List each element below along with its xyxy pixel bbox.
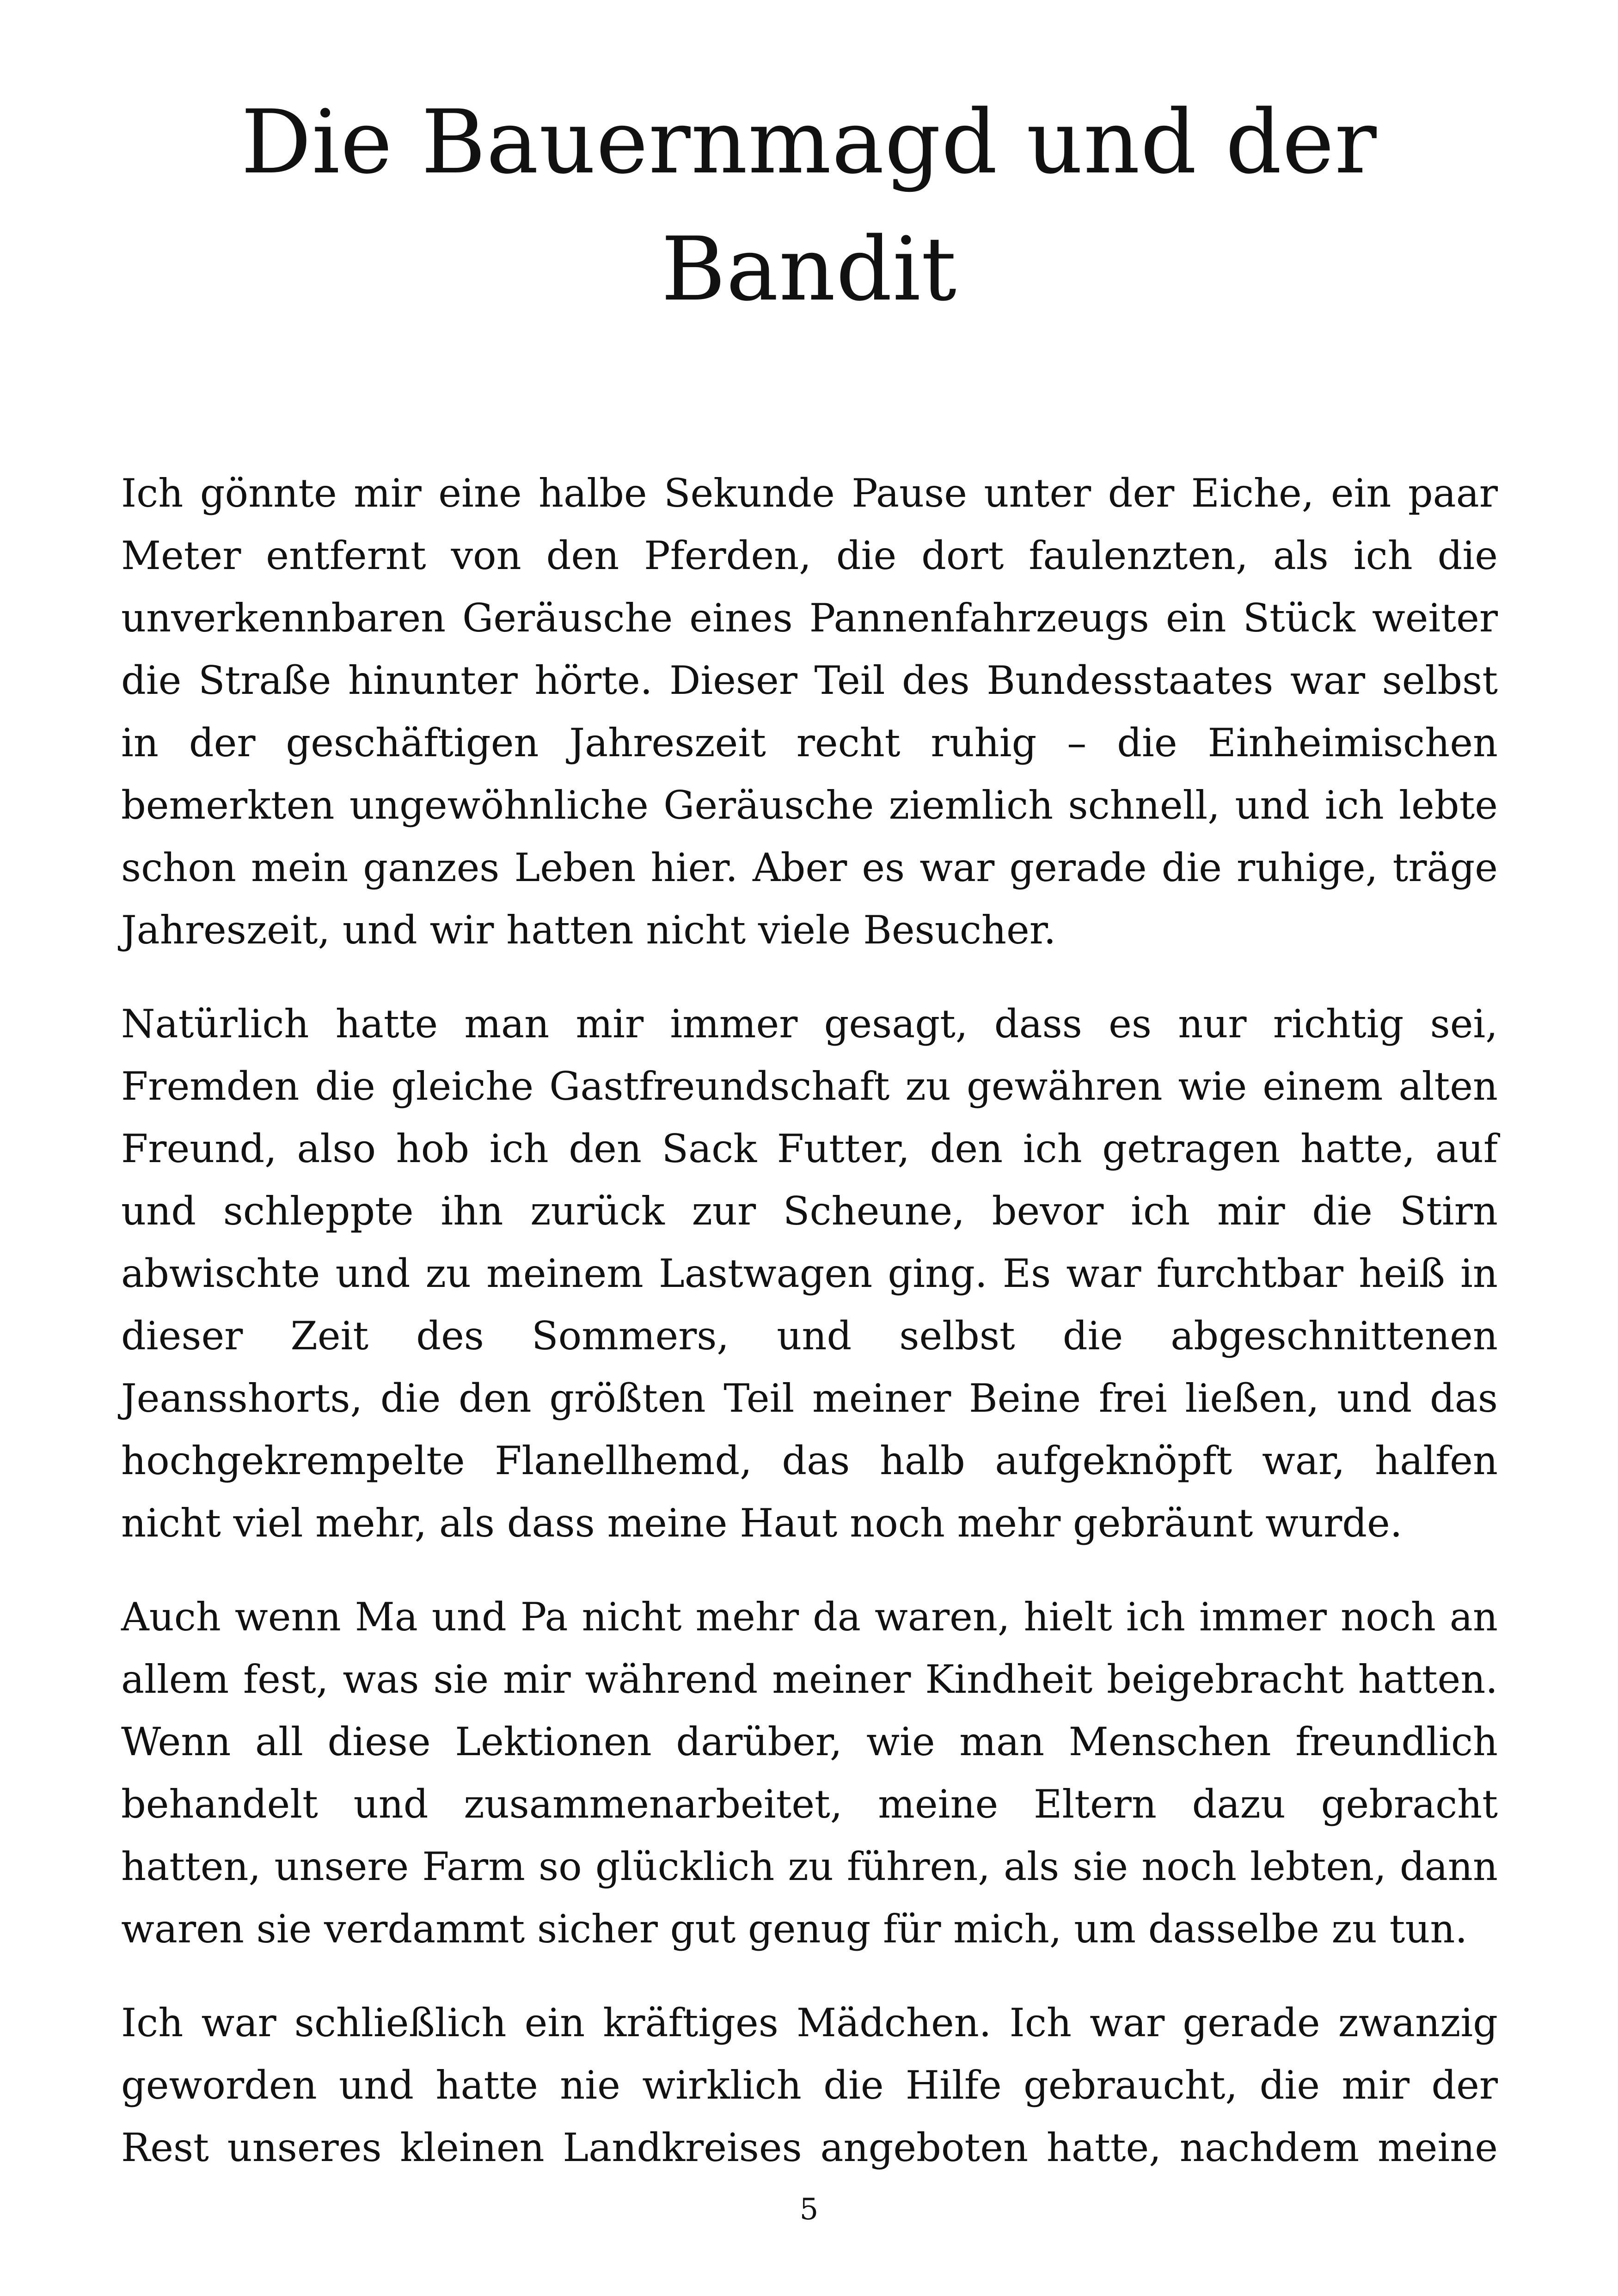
page-title: Die Bauernmagd und der Bandit <box>241 91 1377 320</box>
body-text <box>121 462 1498 2210</box>
page-number: 5 <box>799 2192 819 2227</box>
paragraph: Ich gönnte mir eine halbe Sekunde Pause unter der Eiche, ein paar Meter entfernt von den Pferden, die dort faulenzten, als ich die unverkennbaren Geräusche eines Pannenfahrzeugs ein Stück weiter die Straße hinunter hörte. Dieser Teil des Bundesstaates war selbst in der geschäftigen Jahreszeit recht ruhig – die Einheimischen bemerkten ungewöhnliche Geräusche ziemlich schnell, und ich lebte schon mein ganzes Leben hier. Aber es war gerade die ruhige, träge Jahreszeit, und wir hatten nicht viele Besucher. <box>121 471 1498 953</box>
paragraph: Natürlich hatte man mir immer gesagt, dass es nur richtig sei, Fremden die gleiche Gastfreundschaft zu gewähren wie einem alten Freund, also hob ich den Sack Futter, den ich getragen hatte, auf und schleppte ihn zurück zur Scheune, bevor ich mir die Stirn abwischte und zu meinem Lastwagen ging. Es war furchtbar heiß in dieser Zeit des Sommers, und selbst die abgeschnittenen Jeansshorts, die den größten Teil meiner Beine frei ließen, und das hochgekrempelte Flanellhemd, das halb aufgeknöpft war, halfen nicht viel mehr, als dass meine Haut noch mehr gebräunt wurde. <box>121 1001 1498 1546</box>
paragraph: Ich war schließlich ein kräftiges Mädchen. Ich war gerade zwanzig geworden und hatte nie wirklich die Hilfe gebraucht, die mir der Rest unseres kleinen Landkreises angeboten hatte, nachdem meine <box>121 2000 1498 2170</box>
paragraph: Auch wenn Ma und Pa nicht mehr da waren, hielt ich immer noch an allem fest, was sie mir während meiner Kindheit beigebracht hatten. Wenn all diese Lektionen darüber, wie man Menschen freundlich behandelt und zusammenarbeitet, meine Eltern dazu gebracht hatten, unsere Farm so glücklich zu führen, als sie noch lebten, dann waren sie verdammt sicher gut genug für mich, um dasselbe zu tun. <box>121 1594 1498 1952</box>
